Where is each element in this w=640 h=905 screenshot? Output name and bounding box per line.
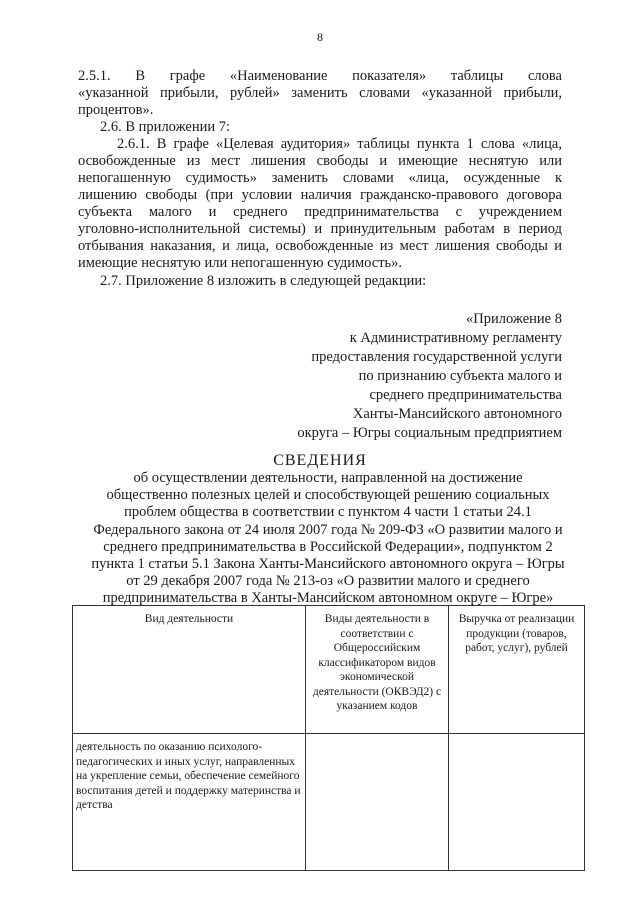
para-2-6-1-line-3: непогашенную судимость» заменить словами «лица, осужденные к	[78, 170, 562, 186]
para-2-7: 2.7. Приложение 8 изложить в следующей редакции:	[100, 273, 427, 289]
appendix-line: среднего предпринимательства	[369, 387, 562, 403]
appendix-line: Ханты-Мансийского автономного	[352, 406, 562, 422]
para-2-5-1-line-3: процентов».	[78, 102, 154, 118]
column-header-activity: Вид деятельности	[73, 606, 306, 734]
para-2-6-1-line-8: имеющие неснятую или непогашенную судимость».	[78, 255, 403, 271]
svedenia-line: предпринимательства в Ханты-Мансийском автономном округе – Югре»	[102, 590, 554, 607]
para-2-5-1-line-1: 2.5.1. В графе «Наименование показателя» таблицы слова	[78, 68, 562, 84]
para-2-6-1-line-1: 2.6.1. В графе «Целевая аудитория» таблицы пункта 1 слова «лица,	[117, 136, 562, 152]
svedenia-line: общественно полезных целей и способствующей решению социальных	[106, 487, 550, 504]
svedenia-line: Федерального закона от 24 июля 2007 года № 209-ФЗ «О развитии малого и	[93, 521, 563, 538]
table-row	[73, 734, 585, 871]
svedenia-line: от 29 декабря 2007 года № 213-оз «О развитии малого и среднего	[126, 573, 530, 590]
table-cell-activity: деятельность по оказанию психолого-педагогических и иных услуг, направленных на укрепление семьи, обеспечение семейного воспитания детей и поддержку материнства и детства	[73, 734, 306, 871]
para-2-5-1-line-2: «указанной прибыли, рублей» заменить словами «указанной прибыли,	[78, 85, 562, 101]
table-cell-okved	[306, 734, 449, 871]
para-2-6: 2.6. В приложении 7:	[100, 119, 231, 135]
para-2-6-1-line-4: лишению свободы (при условии наличия гражданско-правового договора	[78, 187, 562, 203]
appendix-line: округа – Югры социальным предприятием	[297, 425, 562, 441]
table-header-row	[73, 606, 585, 734]
appendix-line: по признанию субъекта малого и	[358, 368, 562, 384]
svedenia-line: об осуществлении деятельности, направленной на достижение	[133, 470, 523, 486]
para-2-6-1-line-5: субъекта малого и среднего предпринимательства с учреждением	[78, 204, 562, 220]
para-2-6-1-line-7: отбывания наказания, и лица, освобожденные из мест лишения свободы и	[78, 238, 562, 254]
appendix-line: «Приложение 8	[466, 311, 562, 327]
table-cell-revenue	[449, 734, 585, 871]
page-number: 8	[317, 30, 323, 44]
svedenia-text	[80, 470, 576, 608]
column-header-revenue: Выручка от реализации продукции (товаров, работ, услуг), рублей	[449, 606, 585, 734]
column-header-okved: Виды деятельности в соответствии с Общероссийским классификатором видов экономической деятельности (ОКВЭД2) с указанием кодов	[306, 606, 449, 734]
para-2-6-1-line-2: освобожденные из мест лишения свободы и имеющие неснятую или	[78, 153, 562, 169]
svedenia-table	[72, 605, 585, 871]
svedenia-title: СВЕДЕНИЯ	[273, 452, 367, 469]
svedenia-line: среднего предпринимательства в Российской Федерации», подпунктом 2	[103, 538, 553, 555]
appendix-line: к Административному регламенту	[349, 330, 562, 346]
appendix-header	[290, 310, 562, 443]
para-2-6-1-line-6: уголовно-исполнительной системы) и принудительным работам в период	[78, 221, 562, 237]
appendix-line: предоставления государственной услуги	[311, 349, 562, 365]
svedenia-line: пункта 1 статьи 5.1 Закона Ханты-Мансийского автономного округа – Югры	[91, 556, 565, 573]
svedenia-line: проблем общества в соответствии с пунктом 4 части 1 статьи 24.1	[124, 504, 532, 521]
